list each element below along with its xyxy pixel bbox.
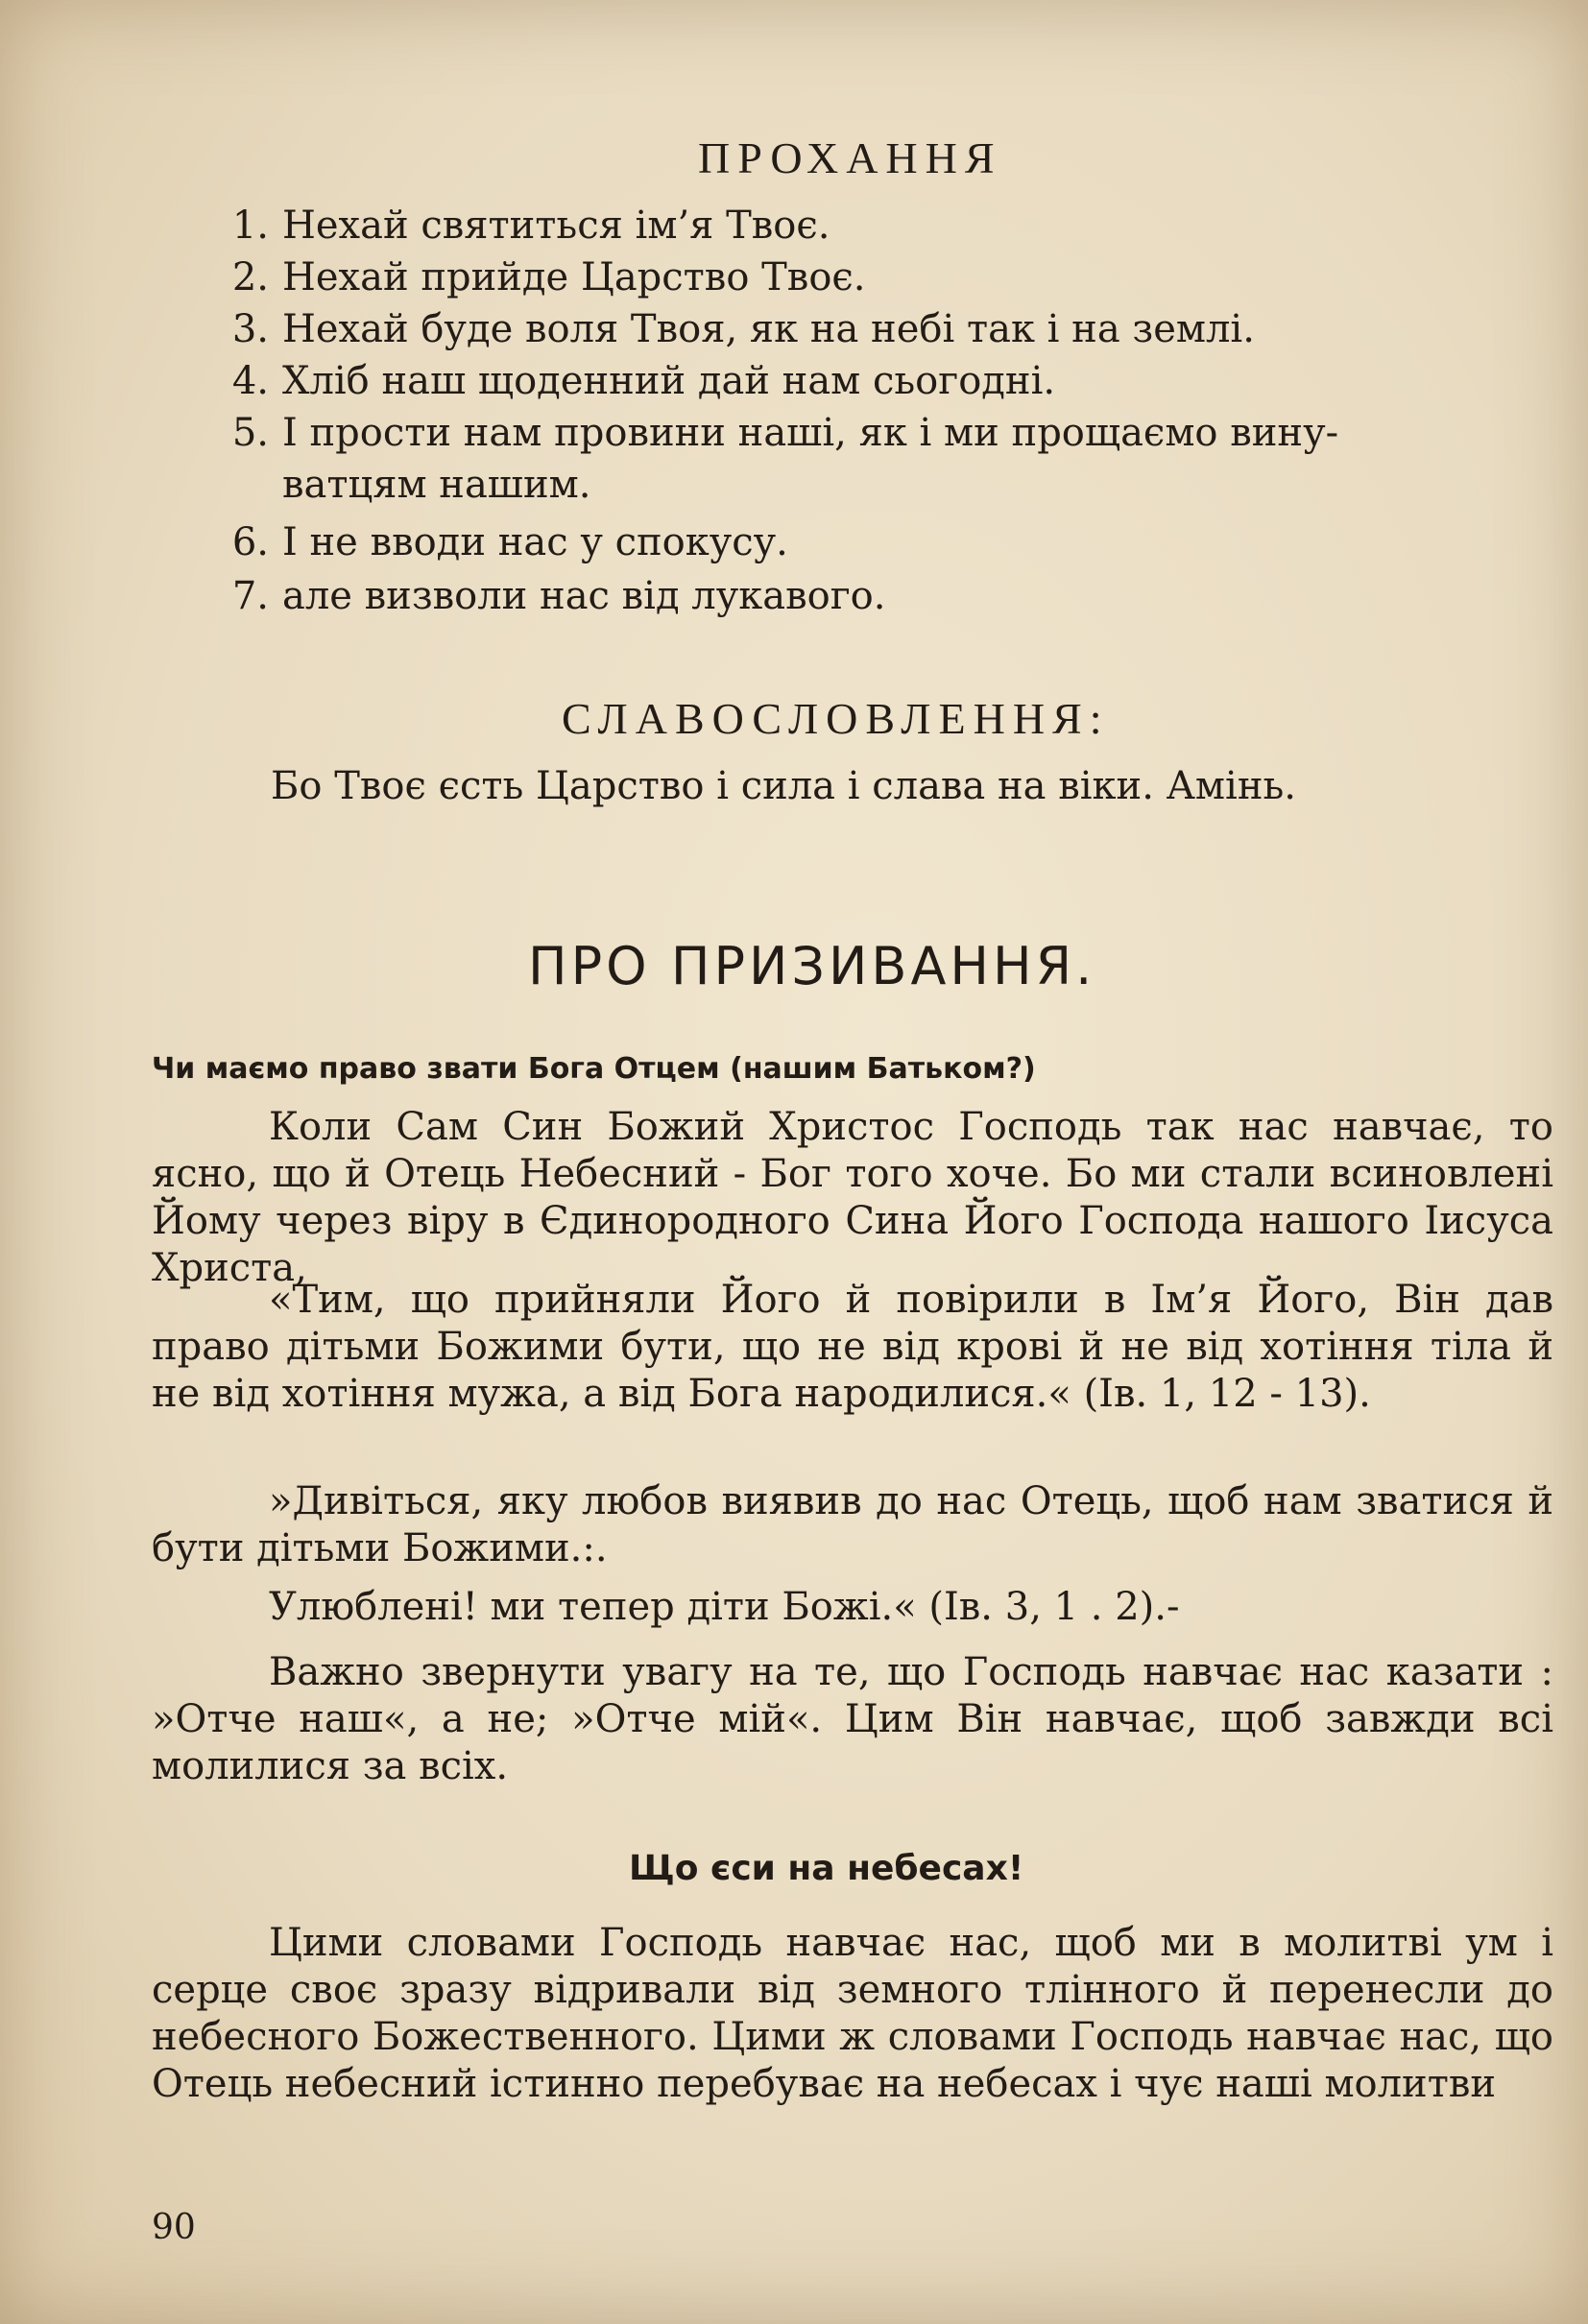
petition-number: 5. [231,411,269,455]
doxology-text: Бо Твоє єсть Царство і сила і слава на віки. Амінь. [271,764,1296,808]
petition-item [205,355,1055,407]
invocation-question: Чи маємо право звати Бога Отцем (нашим Батьком?) [152,1052,1036,1086]
petition-number: 4. [231,359,269,403]
petition-item [205,303,1255,355]
invocation-paragraph: »Дивіться, яку любов виявив до нас Отець, щоб нам зватися й бути дітьми Божими.:. [152,1479,1553,1570]
petition-number: 3. [231,307,269,351]
petitions-title: ПРОХАННЯ [698,133,1002,182]
petition-text: І не вводи нас у спокусу. [282,520,788,564]
petition-text: І прости нам провини наші, як і ми прощаємо вину- [282,411,1339,455]
petition-number: 6. [231,520,269,564]
petition-number: 1. [231,204,269,248]
petition-item [205,252,866,303]
invocation-paragraph: «Тим, що прийняли Його й повірили в Ім’я Його, Він дав право дітьми Божими бути, що не від крові й не від хотіння тіла й не від хотіння мужа, а від Бога народилися.« (Ів. 1, 12 - 13). [152,1278,1553,1416]
petition-continuation: ватцям нашим. [282,463,591,507]
heaven-paragraph: Цими словами Господь навчає нас, щоб ми в молитві ум і серце своє зразу відривали від земного тлінного й перенесли до небесного Божественного. Цими ж словами Господь навчає нас, що Отець небесний істинно перебуває на небесах і чує наші молитви [152,1921,1553,2106]
petition-text: але визволи нас від лукавого. [282,574,886,618]
petition-text: Нехай буде воля Твоя, як на небі так і на землі. [282,307,1255,351]
invocation-paragraph: Важно звернути увагу на те, що Господь навчає нас казати : »Отче наш«, а не; »Отче мій«. Цим Він навчає, щоб завжди всі молилися за всіх. [152,1650,1553,1788]
invocation-heading: ПРО ПРИЗИВАННЯ. [528,936,1096,996]
invocation-paragraph: Коли Сам Син Божий Христос Господь так нас навчає, то ясно, що й Отець Небесний - Бог того хоче. Бо ми стали всиновлені Йому через віру в Єдинородного Сина Його Господа нашого Iисуса Христа, [152,1105,1553,1290]
invocation-paragraph: Улюблені! ми тепер діти Божі.« (Ів. 3, 1 . 2).- [269,1585,1180,1629]
petition-item [205,516,788,568]
page-number: 90 [152,2208,196,2247]
petition-text: Нехай прийде Царство Твоє. [282,255,866,299]
petition-text: Хліб наш щоденний дай нам сьогодні. [282,359,1056,403]
petition-number: 2. [231,255,269,299]
doxology-title: СЛАВОСЛОВЛЕННЯ: [562,694,1110,743]
petition-item [205,407,1338,459]
heaven-heading: Що єси на небесах! [629,1849,1024,1888]
petition-item [205,200,830,252]
petition-number: 7. [231,574,269,618]
petition-text: Нехай святиться ім’я Твоє. [282,204,830,248]
petition-item [205,570,885,622]
